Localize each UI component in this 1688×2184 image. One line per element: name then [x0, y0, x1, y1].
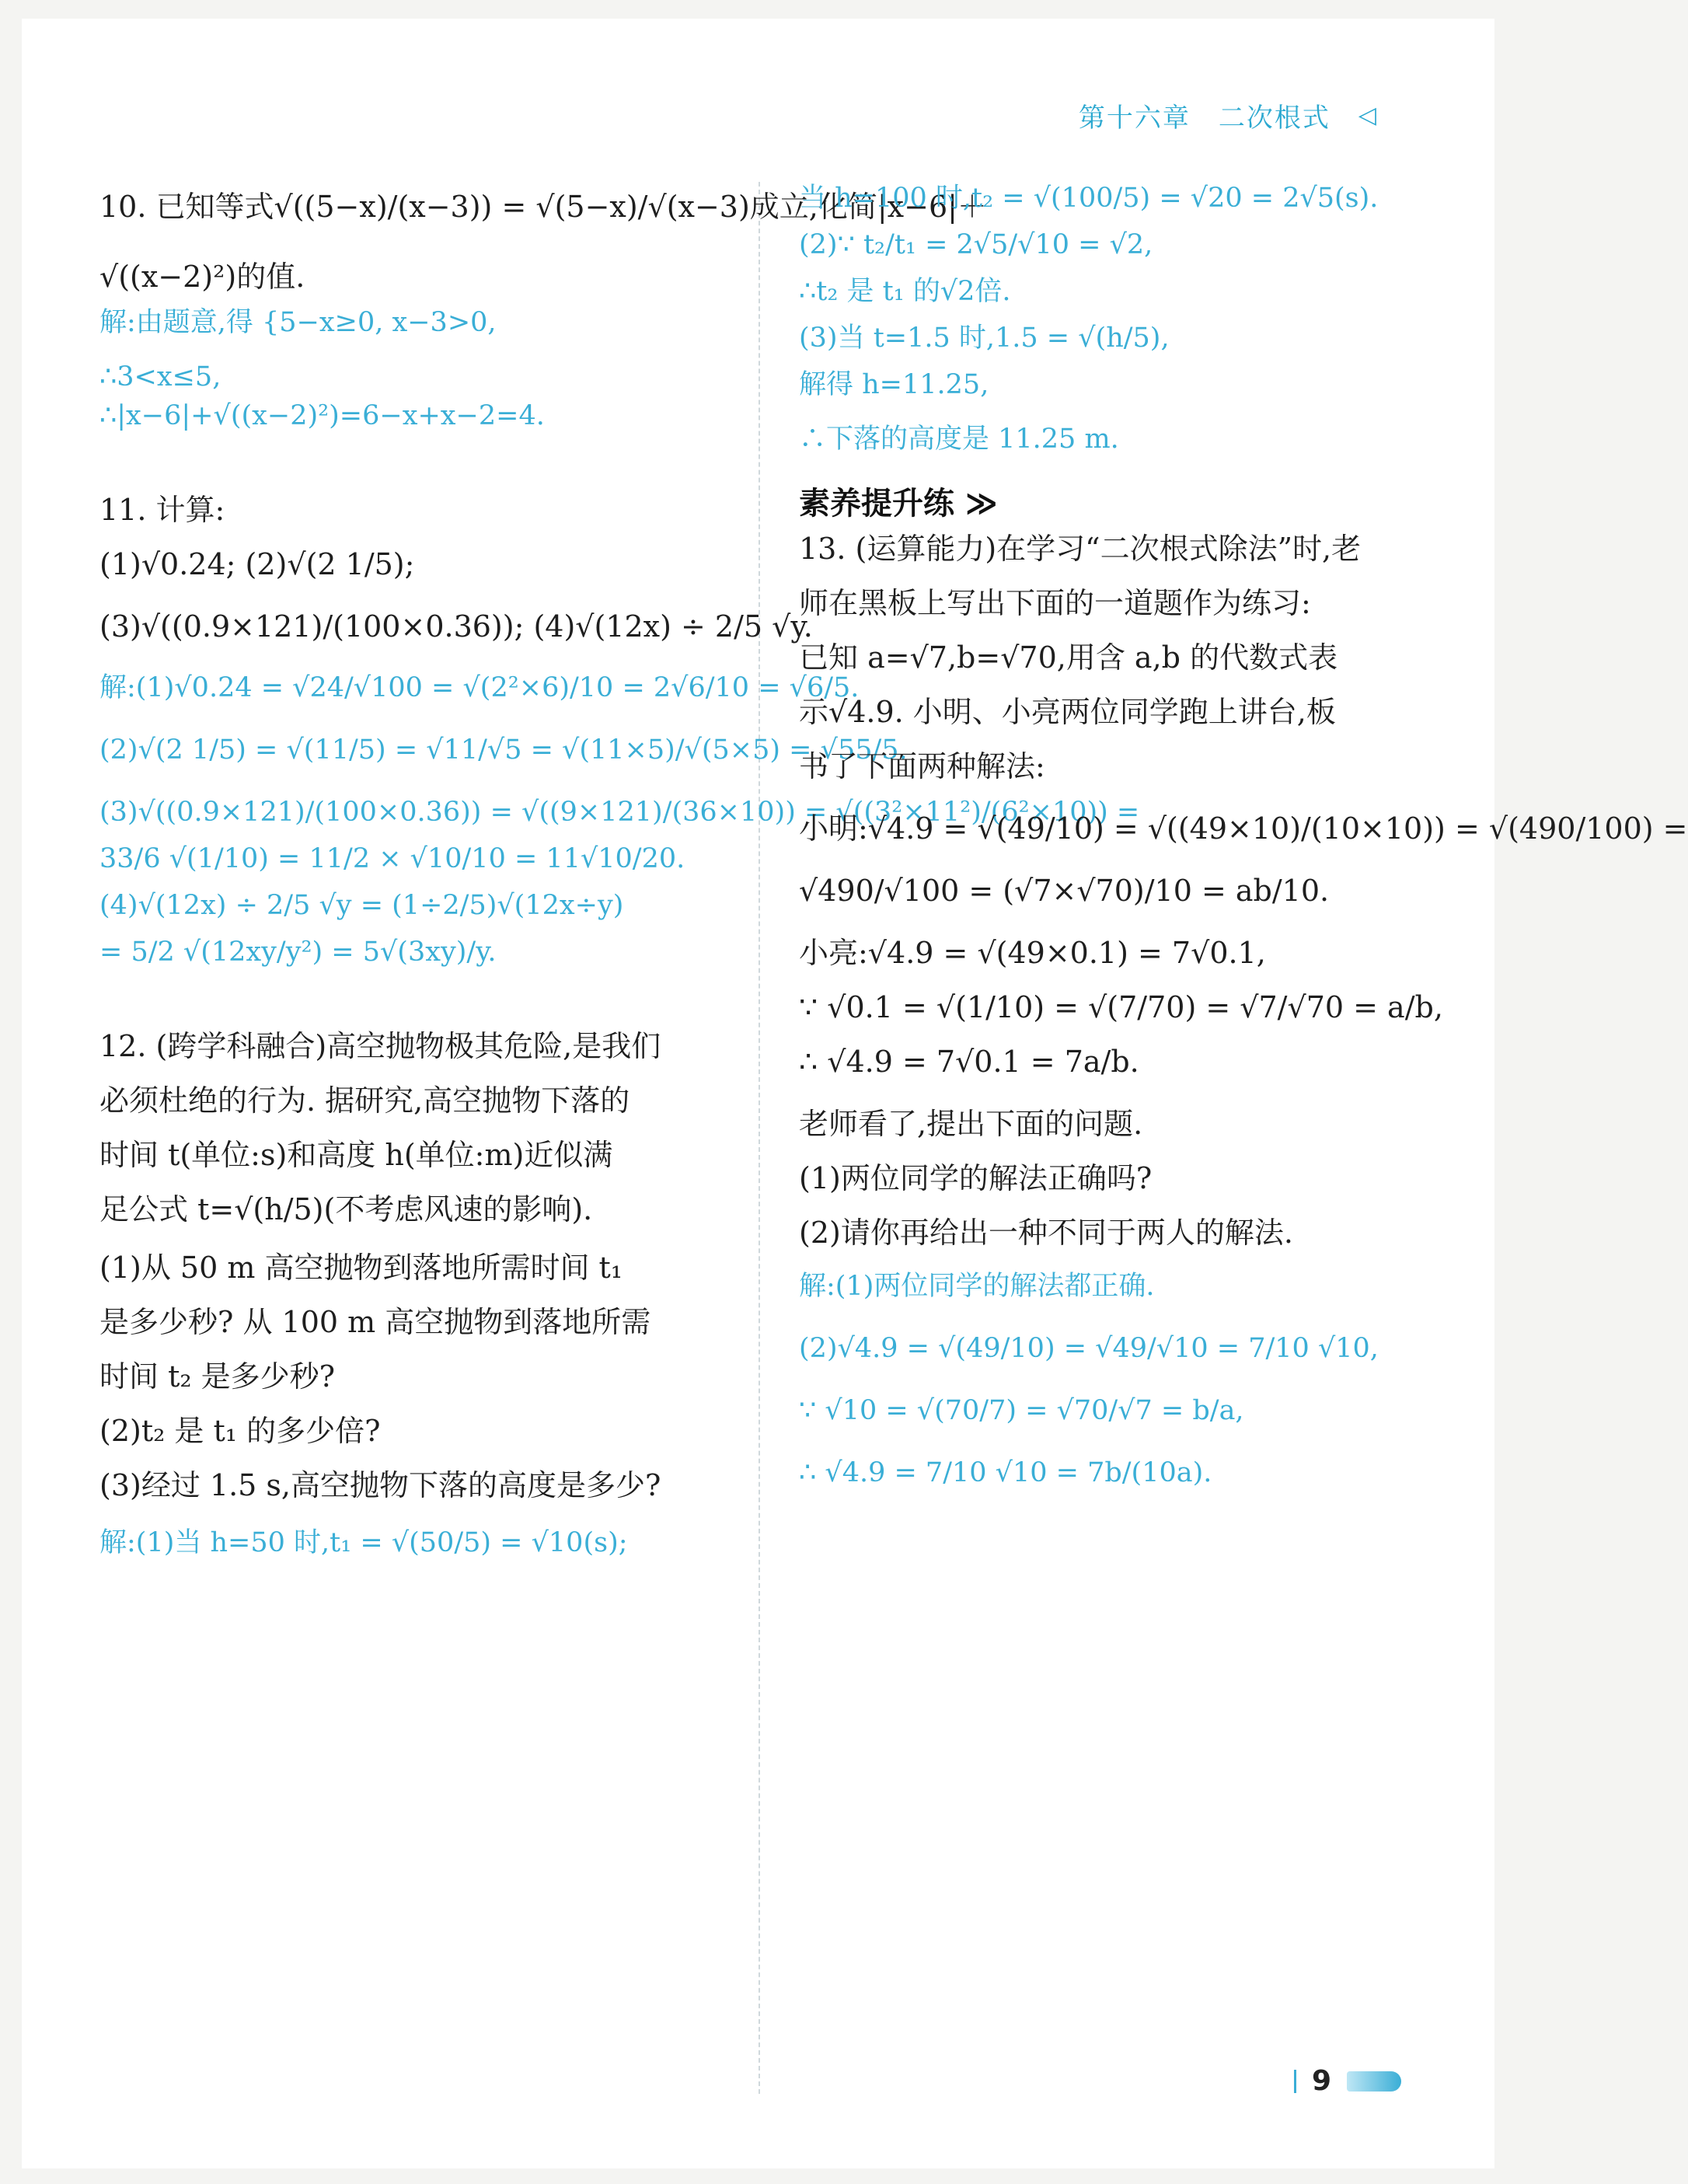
right-line-q: 已知 a=√7,b=√70,用含 a,b 的代数式表 — [799, 640, 1338, 675]
right-line-section: 素养提升练 ≫ — [799, 486, 998, 522]
left-line-ans: (2)√(2 1/5) = √(11/5) = √11/√5 = √(11×5)/√(5×5) = √55/5. — [99, 734, 908, 766]
right-line-q: (2)请你再给出一种不同于两人的解法. — [799, 1216, 1293, 1250]
left-line-ans: 解:(1)当 h=50 时,t₁ = √(50/5) = √10(s); — [99, 1527, 628, 1558]
chapter-title: 二次根式 — [1218, 103, 1331, 134]
left-line-q: 必须杜绝的行为. 据研究,高空抛物下落的 — [99, 1083, 630, 1118]
right-line-q: 小明:√4.9 = √(49/10) = √((49×10)/(10×10)) = √(490/100) = — [799, 811, 1688, 846]
right-line-ans: 解:(1)两位同学的解法都正确. — [799, 1271, 1155, 1302]
right-line-q: (1)两位同学的解法正确吗? — [799, 1161, 1153, 1195]
left-line-ans: ∴|x−6|+√((x−2)²)=6−x+x−2=4. — [99, 400, 545, 431]
right-line-ans: ∴下落的高度是 11.25 m. — [799, 424, 1119, 455]
right-line-ans: 解得 h=11.25, — [799, 369, 989, 400]
page-header — [1079, 96, 1378, 134]
left-line-ans: 解:由题意,得 {5−x≥0, x−3>0, — [99, 307, 497, 338]
left-line-q: 12. (跨学科融合)高空抛物极其危险,是我们 — [99, 1029, 661, 1063]
right-line-q: 小亮:√4.9 = √(49×0.1) = 7√0.1, — [799, 936, 1266, 970]
column-divider — [759, 182, 760, 2094]
left-line-q: (2)t₂ 是 t₁ 的多少倍? — [99, 1414, 381, 1448]
left-line-q: (3)√((0.9×121)/(100×0.36)); (4)√(12x) ÷ 2/5 √y. — [99, 609, 813, 644]
chapter-label: 第十六章 — [1078, 103, 1191, 134]
left-line-q: 10. 已知等式√((5−x)/(x−3)) = √(5−x)/√(x−3)成立,化简|x−6|＋ — [99, 190, 987, 224]
left-line-q: 是多少秒? 从 100 m 高空抛物到落地所需 — [99, 1305, 651, 1339]
left-line-ans: (4)√(12x) ÷ 2/5 √y = (1÷2/5)√(12x÷y) — [99, 890, 624, 921]
right-line-ans: ∴ √4.9 = 7/10 √10 = 7b/(10a). — [799, 1457, 1212, 1488]
right-line-q: √490/√100 = (√7×√70)/10 = ab/10. — [799, 874, 1330, 908]
left-line-q: (1)从 50 m 高空抛物到落地所需时间 t₁ — [99, 1251, 623, 1285]
right-line-ans: ∴t₂ 是 t₁ 的√2倍. — [799, 276, 1011, 307]
left-line-q: (3)经过 1.5 s,高空抛物下落的高度是多少? — [99, 1468, 661, 1502]
right-line-q: ∵ √0.1 = √(1/10) = √(7/70) = √7/√70 = a/b, — [799, 990, 1443, 1024]
page-number: 9 — [1311, 2065, 1331, 2097]
page-footer — [1294, 2065, 1401, 2097]
left-line-q: 时间 t₂ 是多少秒? — [99, 1359, 336, 1394]
right-line-ans: (2)∵ t₂/t₁ = 2√5/√10 = √2, — [799, 229, 1153, 260]
right-line-ans: (3)当 t=1.5 时,1.5 = √(h/5), — [799, 323, 1170, 354]
right-line-ans: ∵ √10 = √(70/7) = √70/√7 = b/a, — [799, 1395, 1244, 1426]
footer-bar — [1294, 2070, 1296, 2093]
right-line-q: 老师看了,提出下面的问题. — [799, 1107, 1143, 1141]
triangle-marker-icon: ◁ — [1358, 102, 1378, 129]
right-line-ans: 当 h=100 时,t₂ = √(100/5) = √20 = 2√5(s). — [799, 183, 1379, 214]
right-line-q: ∴ √4.9 = 7√0.1 = 7a/b. — [799, 1045, 1139, 1079]
right-line-q: 师在黑板上写出下面的一道题作为练习: — [799, 586, 1311, 620]
right-line-q: 13. (运算能力)在学习“二次根式除法”时,老 — [799, 532, 1362, 566]
page-tab-decoration — [1347, 2071, 1401, 2092]
left-line-ans: 解:(1)√0.24 = √24/√100 = √(2²×6)/10 = 2√6/10 = √6/5. — [99, 672, 860, 703]
left-line-q: √((x−2)²)的值. — [99, 260, 305, 294]
left-line-q: 11. 计算: — [99, 493, 225, 527]
workbook-page — [22, 19, 1688, 2168]
right-line-q: 示√4.9. 小明、小亮两位同学跑上讲台,板 — [799, 695, 1336, 729]
left-line-q: 足公式 t=√(h/5)(不考虑风速的影响). — [99, 1192, 593, 1226]
left-line-ans: (3)√((0.9×121)/(100×0.36)) = √((9×121)/(36×10)) = √((3²×11²)/(6²×10)) = — [99, 797, 1140, 828]
left-line-ans: ∴3<x≤5, — [99, 361, 221, 392]
right-line-q: 书了下面两种解法: — [799, 749, 1045, 783]
right-line-ans: (2)√4.9 = √(49/10) = √49/√10 = 7/10 √10, — [799, 1333, 1379, 1364]
left-line-ans: 33/6 √(1/10) = 11/2 × √10/10 = 11√10/20. — [99, 843, 685, 874]
left-line-q: (1)√0.24; (2)√(2 1/5); — [99, 547, 415, 581]
left-line-q: 时间 t(单位:s)和高度 h(单位:m)近似满 — [99, 1138, 613, 1172]
left-line-ans: = 5/2 √(12xy/y²) = 5√(3xy)/y. — [99, 937, 497, 968]
